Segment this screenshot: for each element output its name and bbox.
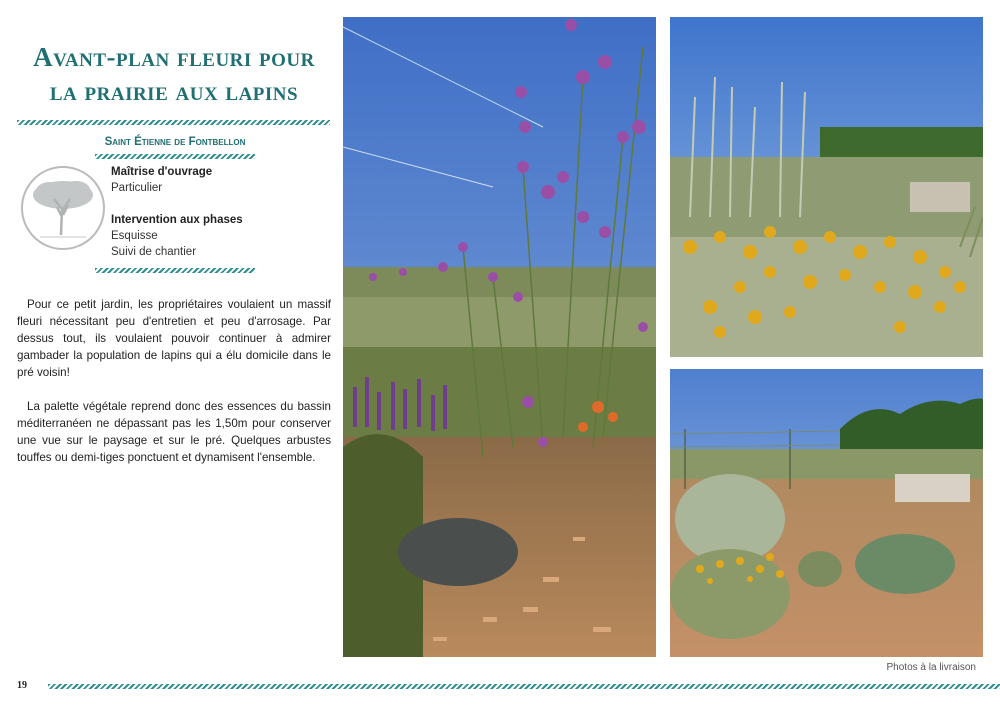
phase-item: Esquisse	[111, 230, 158, 242]
phases-label: Intervention aux phases	[111, 214, 243, 226]
paragraph: La palette végétale reprend donc des essences du bassin méditerranéen ne dépassant pas les 1,50m pour conserver une vue sur le paysage et sur le pré. Quelques arbustes touffes ou demi-tiges ponctuent et dynamisent l'ensemble.	[17, 400, 331, 464]
photo-yellow-flowers	[670, 17, 983, 357]
ownership-label: Maîtrise d'ouvrage	[111, 166, 213, 178]
title-line-2: la prairie aux lapins	[49, 76, 299, 106]
project-info	[111, 164, 311, 260]
footer-divider	[48, 684, 1000, 689]
paragraph: Pour ce petit jardin, les propriétaires voulaient un massif fleuri nécessitant peu d'entretien et peu d'arrosage. Par dessus tout, ils voulaient pouvoir continuer à admirer gambader la population de lapins qui a élu domicile dans le pré voisin!	[17, 298, 331, 379]
ownership-value: Particulier	[111, 182, 163, 194]
photo-caption: Photos à la livraison	[886, 662, 976, 673]
title-line-1: Avant-plan fleuri pour	[33, 42, 315, 72]
tree-logo-icon	[20, 165, 106, 251]
location-divider	[95, 154, 255, 159]
page-number: 19	[17, 680, 27, 691]
photo-verbena-garden	[343, 17, 656, 657]
page-title	[18, 40, 330, 108]
info-divider	[95, 268, 255, 273]
title-divider	[17, 120, 330, 125]
description	[17, 296, 331, 483]
phase-item: Suivi de chantier	[111, 246, 197, 258]
photo-garden-overview	[670, 369, 983, 657]
location-label: Saint Étienne de Fontbellon	[104, 136, 246, 148]
